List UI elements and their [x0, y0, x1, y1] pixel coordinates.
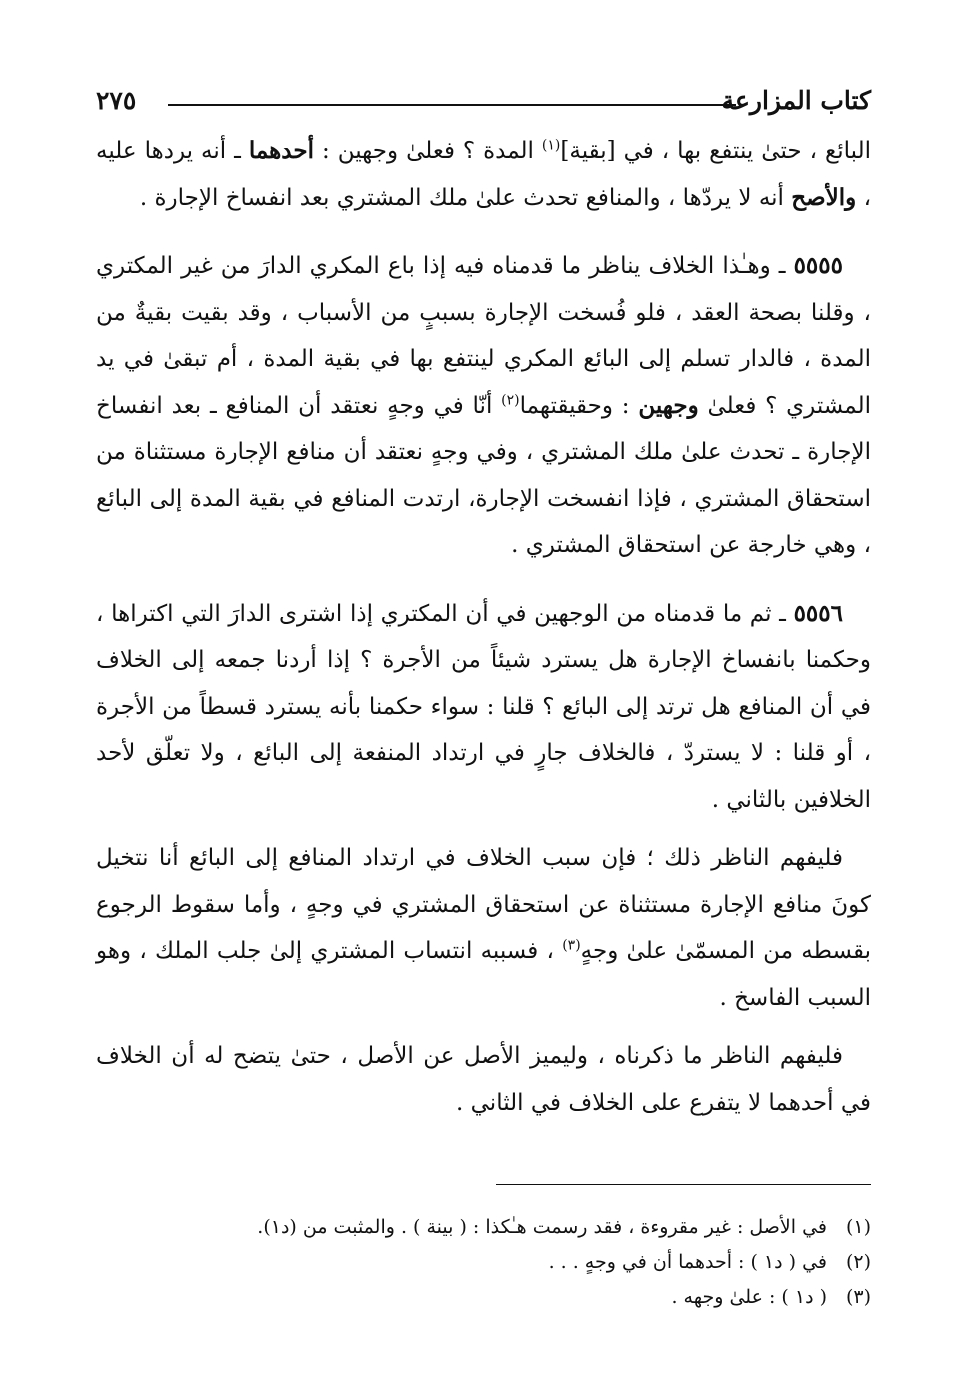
- footnote-text: ( د١ ) : علىٰ وجهه .: [671, 1286, 827, 1308]
- paragraph-2-text: : وحقيقتهما: [519, 392, 639, 419]
- footnote-number: (١): [845, 1216, 871, 1238]
- page-number: ٢٧٥: [96, 86, 137, 115]
- paragraph-1-text: البائع ، حتىٰ ينتفع بها ، في [بقية]: [560, 138, 872, 164]
- paragraph-1-text: المدة ؟ فعلىٰ وجهين :: [314, 138, 542, 164]
- paragraph-4: [96, 835, 871, 1021]
- issue-number: ٥٥٥٦: [793, 599, 843, 627]
- header-rule: [168, 104, 736, 106]
- paragraph-1-text: ـ أنه يردها عليه ،: [96, 138, 871, 211]
- paragraph-1-text: أنه لا يردّها ، والمنافع تحدث علىٰ ملك المشتري بعد انفساخ الإجارة .: [139, 184, 792, 211]
- footnote-2: [96, 1245, 871, 1280]
- footnotes: [96, 1210, 871, 1315]
- bold-term: وجهين: [638, 391, 699, 419]
- footnote-ref-1[interactable]: (١): [541, 137, 561, 154]
- paragraph-2: [96, 243, 871, 569]
- footnote-ref-3[interactable]: (٣): [562, 937, 581, 954]
- issue-number: ٥٥٥٥: [793, 252, 843, 279]
- paragraph-2-text: ـ وهـٰذا الخلاف يناظر ما قدمناه فيه إذا باع المكري الدارَ من غير المكتري ، وقلنا بصحة العقد ، فلو فُسخت الإجارة بسببٍ من الأسباب ، وقد بقيت بقيةٌ من المدة ، فالدار تسلم إلى البائع المكري لينتفع بها في بقية المدة ، أم تبقىٰ في يد المشتري ؟ فعلىٰ: [96, 253, 871, 419]
- footnote-number: (٣): [845, 1286, 871, 1308]
- footnote-3: [96, 1280, 871, 1315]
- paragraph-3: [96, 591, 871, 824]
- paragraph-1: [96, 128, 871, 221]
- paragraph-5-text: فليفهم الناظر ما ذكرناه ، وليميز الأصل عن الأصل ، حتىٰ يتضح له أن الخلاف في أحدهما لا يتفرع على الخلاف في الثاني .: [96, 1043, 871, 1116]
- paragraph-2-text: أنّا في وجهٍ نعتقد أن المنافع ـ بعد انفساخ الإجارة ـ تحدث علىٰ ملك المشتري ، وفي وجهٍ نعتقد أن منافع الإجارة مستثناة من استحقاق المشتري ، فإذا انفسخت الإجارة، ارتدت المنافع في بقية المدة إلى البائع ، وهي خارجة عن استحقاق المشتري .: [96, 392, 871, 558]
- paragraph-4-text: فليفهم الناظر ذلك ؛ فإن سبب الخلاف في ارتداد المنافع إلى البائع أنا نتخيل كونَ منافع الإجارة مستثناة عن استحقاق المشتري في وجهٍ ، وأما سقوط الرجوع بقسطه من المسمّىٰ علىٰ وجهٍ: [96, 845, 871, 964]
- footnote-ref-2[interactable]: (٢): [501, 391, 520, 408]
- paragraph-5: [96, 1033, 871, 1126]
- footnote-text: في ( د١ ) : أحدهما أن في وجهٍ . . .: [548, 1251, 827, 1273]
- footnote-number: (٢): [845, 1251, 871, 1273]
- main-text: [96, 128, 871, 1126]
- bold-term: والأصح: [791, 183, 857, 211]
- footnote-separator: [496, 1184, 871, 1185]
- running-title: كتاب المزارعة: [721, 86, 871, 115]
- footnote-1: [96, 1210, 871, 1245]
- footnote-text: في الأصل : غير مقروءة ، فقد رسمت هـٰكذا : ( بينة ) . والمثبت من (د١).: [257, 1216, 827, 1238]
- paragraph-4-text: ، فسببه انتساب المشتري إلىٰ جلب الملك ، وهو السبب الفاسخ .: [96, 938, 871, 1011]
- bold-term: أحدهما: [248, 137, 314, 164]
- paragraph-3-text: ـ ثم ما قدمناه من الوجهين في أن المكتري إذا اشترى الدارَ التي اكتراها ، وحكمنا بانفساخ الإجارة هل يسترد شيئاً من الأجرة ؟ إذا أردنا جمعه إلى الخلاف في أن المنافع هل ترتد إلى البائع ؟ قلنا : سواء حكمنا بأنه يسترد قسطاً من الأجرة ، أو قلنا : لا يستردّ ، فالخلاف جارٍ في ارتداد المنفعة إلى البائع ، ولا تعلّق لأحد الخلافين بالثاني .: [96, 600, 871, 813]
- page-header: [96, 84, 871, 120]
